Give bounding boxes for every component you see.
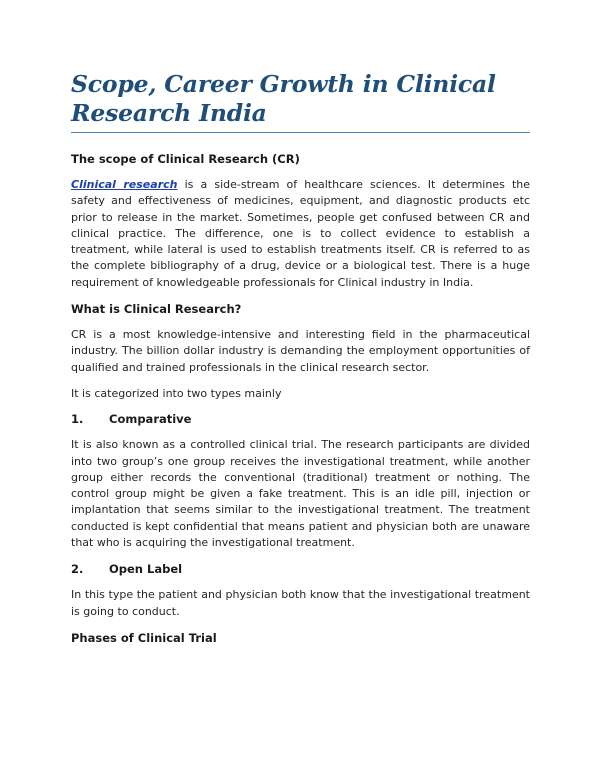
type1-number: 1. xyxy=(71,412,84,427)
type1-heading xyxy=(71,412,530,427)
document-page xyxy=(71,70,530,646)
scope-text: is a side-stream of healthcare sciences. It determines the safety and effectiveness of medicines, equipment, and diagnostic products etc prior to release in the market. Sometimes, people get confused between CR and clinical practice. The difference, one is to collect evidence to establish a treatment, while lateral is used to establish treatments itself. CR is referred to as the complete bibliography of a drug, device or a biological test. There is a huge requirement of knowledgeable professionals for Clinical industry in India. xyxy=(71,178,530,289)
page-title: Scope, Career Growth in Clinical Research India xyxy=(71,70,530,133)
what-paragraph: CR is a most knowledge-intensive and interesting field in the pharmaceutical industry. The billion dollar industry is demanding the employment opportunities of qualified and trained professionals in the clinical research sector. xyxy=(71,328,530,374)
type2-number: 2. xyxy=(71,562,84,577)
type1-title: Comparative xyxy=(109,412,192,427)
clinical-research-link[interactable]: Clinical research xyxy=(71,178,178,191)
phases-heading: Phases of Clinical Trial xyxy=(71,630,217,645)
type2-paragraph: In this type the patient and physician both know that the investigational treatment is going to conduct. xyxy=(71,588,530,618)
what-heading: What is Clinical Research? xyxy=(71,302,242,317)
scope-paragraph xyxy=(71,177,530,291)
scope-heading: The scope of Clinical Research (CR) xyxy=(71,152,300,166)
types-intro: It is categorized into two types mainly xyxy=(71,386,282,400)
type2-title: Open Label xyxy=(109,562,183,577)
type1-paragraph: It is also known as a controlled clinical trial. The research participants are divided into two group’s one group receives the investigational treatment, while another group either records the conventional (traditional) treatment or nothing. The control group might be given a fake treatment. This is an idle pill, injection or implantation that seems similar to the investigational treatment. The treatment conducted is kept confidential that means patient and physician both are unaware that who is acquiring the investigational treatment. xyxy=(71,438,530,550)
type2-heading xyxy=(71,562,530,577)
